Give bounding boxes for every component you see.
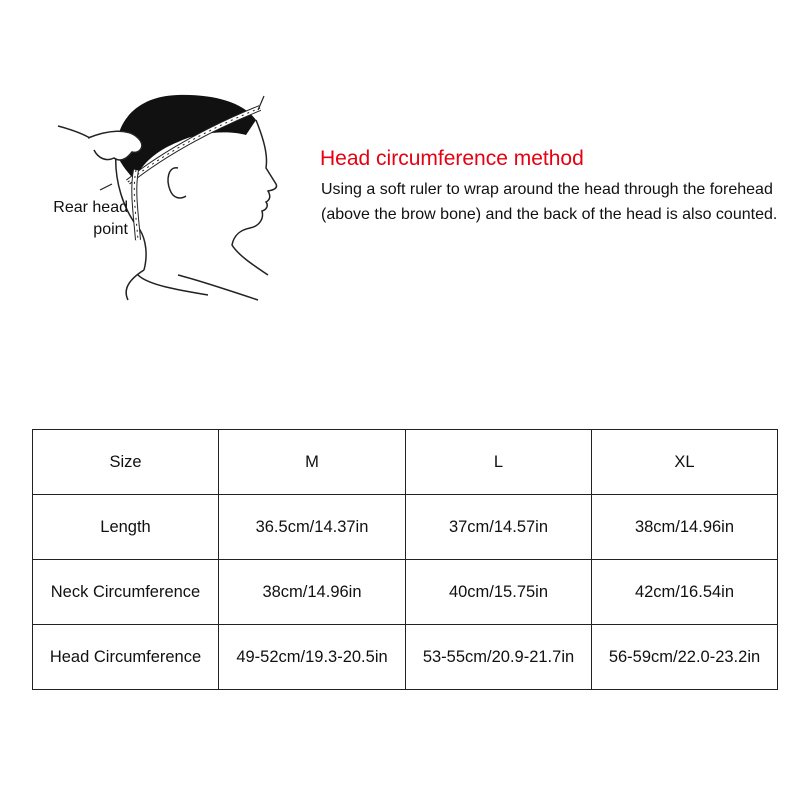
row-label: Length [33,495,219,560]
table-header-row [33,430,778,495]
header-cell-l: L [406,430,592,495]
row-label: Head Circumference [33,625,219,690]
table-row-head-circumference [33,625,778,690]
size-chart-table [32,429,778,690]
table-cell: 53-55cm/20.9-21.7in [406,625,592,690]
rear-head-point-label [38,197,128,241]
table-cell: 37cm/14.57in [406,495,592,560]
rear-head-label-line-1: Rear head [53,199,128,216]
header-cell-xl: XL [592,430,778,495]
table-cell: 40cm/15.75in [406,560,592,625]
table-row-neck-circumference [33,560,778,625]
table-cell: 38cm/14.96in [592,495,778,560]
row-label: Neck Circumference [33,560,219,625]
header-cell-size: Size [33,430,219,495]
table-cell: 42cm/16.54in [592,560,778,625]
table-cell: 56-59cm/22.0-23.2in [592,625,778,690]
table-cell: 38cm/14.96in [219,560,406,625]
table-cell: 49-52cm/19.3-20.5in [219,625,406,690]
header-cell-m: M [219,430,406,495]
method-title: Head circumference method [320,147,584,170]
table-row-length [33,495,778,560]
rear-head-label-line-2: point [93,221,128,238]
method-description: Using a soft ruler to wrap around the head through the forehead (above the brow bone) and the back of the head is also counted. [321,181,778,223]
table-cell: 36.5cm/14.37in [219,495,406,560]
